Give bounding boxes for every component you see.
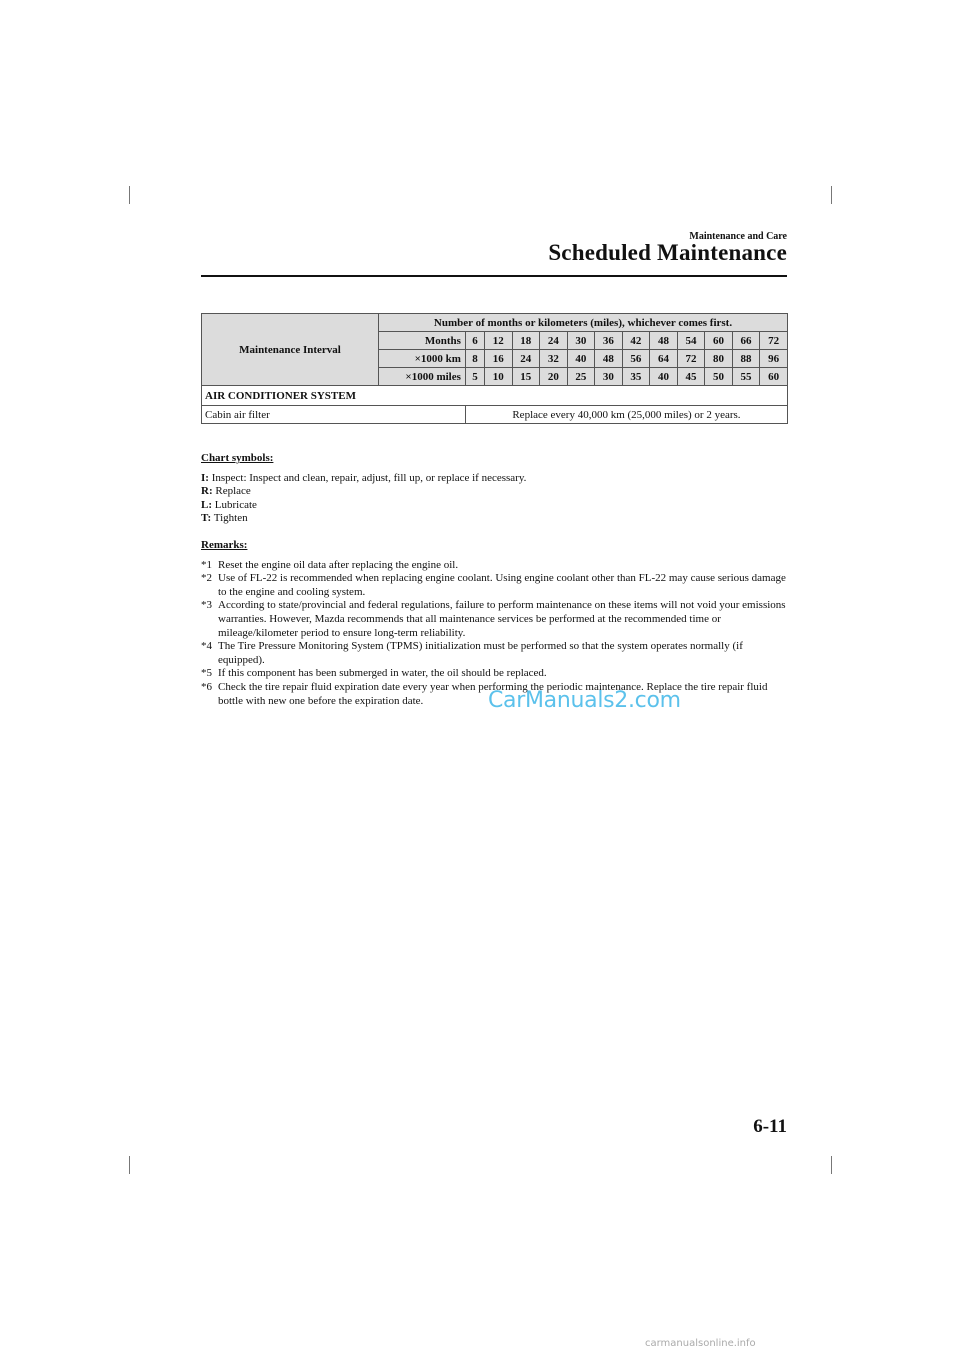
interval-value: 8 bbox=[465, 350, 484, 368]
remark-item bbox=[201, 599, 791, 640]
crop-mark bbox=[831, 1156, 832, 1174]
remark-key: *5 bbox=[201, 667, 212, 680]
interval-value: 56 bbox=[622, 350, 650, 368]
symbol-key: R: bbox=[201, 485, 213, 498]
interval-value: 18 bbox=[512, 332, 540, 350]
page-title: Scheduled Maintenance bbox=[548, 240, 787, 265]
remark-text: Check the tire repair fluid expiration date every year when performing the periodic maintenance. Replace the tire repair fluid bottle with new one before the expiration date. bbox=[218, 680, 768, 707]
remarks-heading: Remarks: bbox=[201, 539, 248, 551]
section-title: AIR CONDITIONER SYSTEM bbox=[202, 386, 788, 406]
remark-key: *1 bbox=[201, 558, 212, 571]
symbol-text: Inspect: Inspect and clean, repair, adjust, fill up, or replace if necessary. bbox=[211, 471, 527, 484]
row-label: ×1000 miles bbox=[379, 368, 466, 386]
interval-value: 72 bbox=[760, 332, 788, 350]
interval-value: 66 bbox=[732, 332, 760, 350]
section-label: Maintenance and Care bbox=[689, 231, 787, 242]
interval-value: 5 bbox=[465, 368, 484, 386]
interval-value: 32 bbox=[540, 350, 568, 368]
crop-mark bbox=[831, 186, 832, 204]
symbol-key: L: bbox=[201, 498, 212, 511]
remark-text: According to state/provincial and federal regulations, failure to perform maintenance on these items will not void your emissions warranties. However, Mazda recommends that all maintenance services be performed at the recommended time or mileage/kilometer period to ensure long-term reliability. bbox=[218, 599, 786, 639]
remark-text: The Tire Pressure Monitoring System (TPMS) initialization must be performed so that the system operates normally (if equipped). bbox=[218, 640, 743, 666]
maintenance-table bbox=[201, 313, 788, 424]
interval-value: 30 bbox=[595, 368, 623, 386]
interval-value: 36 bbox=[595, 332, 623, 350]
symbol-text: Lubricate bbox=[214, 498, 257, 511]
interval-value: 72 bbox=[677, 350, 705, 368]
chart-symbols bbox=[201, 452, 791, 526]
interval-value: 15 bbox=[512, 368, 540, 386]
remark-text: If this component has been submerged in water, the oil should be replaced. bbox=[218, 667, 547, 680]
symbol-item bbox=[201, 499, 791, 513]
interval-value: 60 bbox=[760, 368, 788, 386]
interval-value: 96 bbox=[760, 350, 788, 368]
interval-value: 6 bbox=[465, 332, 484, 350]
section-row bbox=[202, 386, 788, 406]
crop-mark bbox=[129, 1156, 130, 1174]
footer-watermark: carmanualsonline.info bbox=[645, 1338, 756, 1349]
item-name: Cabin air filter bbox=[202, 406, 466, 424]
remark-item bbox=[201, 640, 791, 667]
interval-value: 10 bbox=[484, 368, 512, 386]
interval-label: Maintenance Interval bbox=[202, 314, 379, 386]
remark-item bbox=[201, 559, 791, 573]
interval-value: 35 bbox=[622, 368, 650, 386]
row-label: ×1000 km bbox=[379, 350, 466, 368]
interval-value: 42 bbox=[622, 332, 650, 350]
page-number: 6-11 bbox=[753, 1116, 787, 1137]
interval-value: 16 bbox=[484, 350, 512, 368]
interval-value: 24 bbox=[540, 332, 568, 350]
symbol-key: I: bbox=[201, 471, 209, 484]
interval-value: 30 bbox=[567, 332, 595, 350]
remark-item bbox=[201, 667, 791, 681]
row-label: Months bbox=[379, 332, 466, 350]
remarks bbox=[201, 539, 791, 708]
interval-value: 50 bbox=[705, 368, 733, 386]
interval-value: 40 bbox=[650, 368, 678, 386]
interval-value: 25 bbox=[567, 368, 595, 386]
watermark: CarManuals2.com bbox=[488, 688, 681, 713]
interval-value: 64 bbox=[650, 350, 678, 368]
symbol-text: Replace bbox=[215, 485, 251, 498]
interval-value: 24 bbox=[512, 350, 540, 368]
table-header-row bbox=[202, 314, 788, 332]
interval-value: 88 bbox=[732, 350, 760, 368]
interval-value: 20 bbox=[540, 368, 568, 386]
symbol-key: T: bbox=[201, 512, 212, 525]
chart-symbols-heading: Chart symbols: bbox=[201, 452, 274, 464]
top-header: Number of months or kilometers (miles), whichever comes first. bbox=[379, 314, 788, 332]
interval-value: 80 bbox=[705, 350, 733, 368]
remark-text: Use of FL-22 is recommended when replacing engine coolant. Using engine coolant other than FL-22 may cause serious damage to the engine and cooling system. bbox=[218, 572, 786, 598]
remark-text: Reset the engine oil data after replacing the engine oil. bbox=[218, 558, 459, 571]
crop-mark bbox=[129, 186, 130, 204]
symbol-item bbox=[201, 512, 791, 526]
symbol-text: Tighten bbox=[213, 512, 248, 525]
interval-value: 60 bbox=[705, 332, 733, 350]
item-value: Replace every 40,000 km (25,000 miles) or 2 years. bbox=[465, 406, 787, 424]
interval-value: 48 bbox=[650, 332, 678, 350]
interval-value: 55 bbox=[732, 368, 760, 386]
remark-key: *6 bbox=[201, 680, 212, 693]
symbol-item bbox=[201, 485, 791, 499]
interval-value: 48 bbox=[595, 350, 623, 368]
remark-key: *3 bbox=[201, 599, 212, 612]
interval-value: 54 bbox=[677, 332, 705, 350]
interval-value: 40 bbox=[567, 350, 595, 368]
table-row bbox=[202, 406, 788, 424]
remark-item bbox=[201, 572, 791, 599]
interval-value: 45 bbox=[677, 368, 705, 386]
title-rule bbox=[201, 275, 787, 277]
remark-key: *4 bbox=[201, 640, 212, 653]
symbol-item bbox=[201, 472, 791, 486]
interval-value: 12 bbox=[484, 332, 512, 350]
remark-key: *2 bbox=[201, 572, 212, 585]
